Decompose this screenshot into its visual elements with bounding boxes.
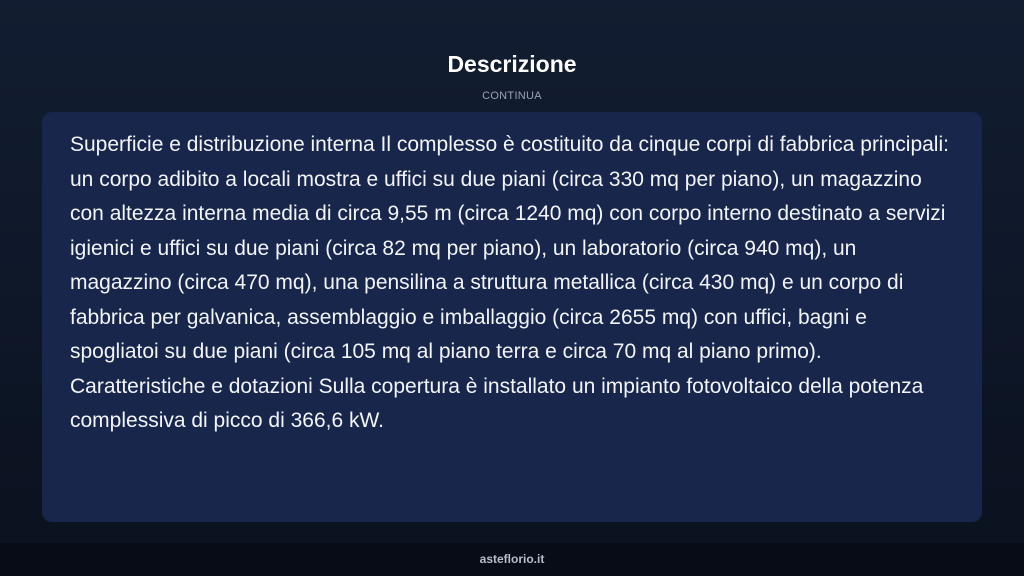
- footer-bar: [0, 543, 1024, 576]
- description-card: [42, 112, 982, 522]
- continue-label: CONTINUA: [482, 90, 542, 102]
- site-name: asteflorio.it: [479, 552, 545, 566]
- description-text: Superficie e distribuzione interna Il complesso è costituito da cinque corpi di fabbrica principali: un corpo adibito a locali mostra e uffici su due piani (circa 330 mq per piano), un magazzino con altezza interna media di circa 9,55 m (circa 1240 mq) con corpo interno destinato a servizi igienici e uffici su due piani (circa 82 mq per piano), un laboratorio (circa 940 mq), un magazzino (circa 470 mq), una pensilina a struttura metallica (circa 430 mq) e un corpo di fabbrica per galvanica, assemblaggio e imballaggio (circa 2655 mq) con uffici, bagni e spogliatoi su due piani (circa 105 mq al piano terra e circa 70 mq al piano primo). Caratteristiche e dotazioni Sulla copertura è installato un impianto fotovoltaico della potenza complessiva di picco di 366,6 kW.: [70, 133, 949, 432]
- page-title: Descrizione: [447, 51, 577, 77]
